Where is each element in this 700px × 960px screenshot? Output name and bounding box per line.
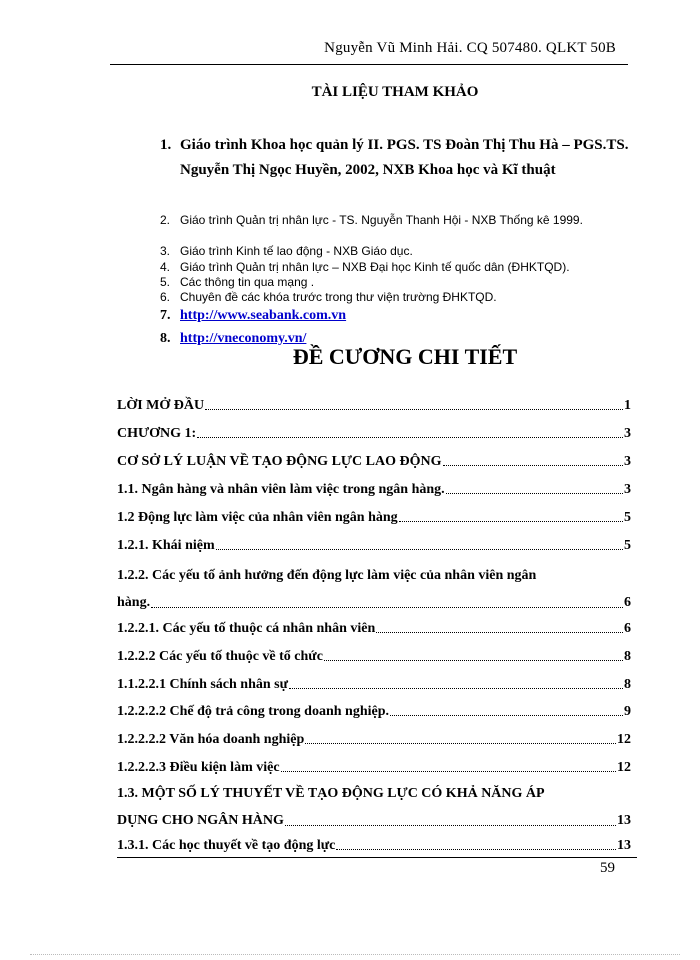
references-title: TÀI LIỆU THAM KHẢO: [311, 84, 479, 100]
reference-item-1: 1. Giáo trình Khoa học quản lý II. PGS. TS Đoàn Thị Thu Hà – PGS.TS. Nguyễn Thị Ngọc Huyền, 2002, NXB Khoa học và Kĩ thuật: [160, 137, 629, 178]
toc-entry: CHƯƠNG 1: 3: [117, 426, 631, 441]
toc-entry: 1.1.2.2.1 Chính sách nhân sự 8: [117, 677, 631, 692]
reference-item-3: 3. Giáo trình Kinh tế lao động - NXB Giáo dục.: [160, 244, 413, 258]
seabank-link[interactable]: http://www.seabank.com.vn: [180, 308, 347, 323]
toc-entry: 1.2.2.2.3 Điều kiện làm việc 12: [117, 760, 631, 775]
toc-entry: 1.2.2.2 Các yếu tố thuộc về tổ chức 8: [117, 649, 631, 664]
vneconomy-link[interactable]: http://vneconomy.vn/: [180, 331, 307, 346]
header-rule: [110, 64, 628, 65]
toc-entry: LỜI MỞ ĐẦU 1: [117, 398, 631, 413]
page-number: 59: [600, 860, 615, 876]
reference-item-4: 4. Giáo trình Quản trị nhân lực – NXB Đại học Kinh tế quốc dân (ĐHKTQD).: [160, 260, 570, 274]
reference-item-7: 7. http://www.seabank.com.vn: [160, 308, 347, 323]
toc-entry: 1.2 Động lực làm việc của nhân viên ngân hàng 5: [117, 510, 631, 525]
toc-entry: 1.2.1. Khái niệm 5: [117, 538, 631, 553]
page-edge-divider: [30, 954, 680, 955]
toc-entry: 1.2.2.2.2 Chế độ trả công trong doanh nghiệp. 9: [117, 704, 631, 719]
author-line: Nguyễn Vũ Minh Hải. CQ 507480. QLKT 50B: [324, 40, 616, 56]
toc-title: ĐỀ CƯƠNG CHI TIẾT: [292, 344, 518, 369]
reference-item-8: 8. http://vneconomy.vn/: [160, 331, 307, 346]
toc-entry: 1.2.2. Các yếu tố ảnh hưởng đến động lực làm việc của nhân viên ngân hàng. 6: [117, 568, 631, 610]
reference-item-6: 6. Chuyên đề các khóa trước trong thư viện trường ĐHKTQD.: [160, 290, 497, 304]
toc-entry: 1.3.1. Các học thuyết về tạo động lực 13: [117, 838, 631, 853]
toc-entry: 1.1. Ngân hàng và nhân viên làm việc trong ngân hàng. 3: [117, 482, 631, 497]
toc-entry: CƠ SỞ LÝ LUẬN VỀ TẠO ĐỘNG LỰC LAO ĐỘNG 3: [117, 454, 631, 469]
reference-item-2: 2. Giáo trình Quản trị nhân lực - TS. Nguyễn Thanh Hội - NXB Thống kê 1999.: [160, 213, 583, 227]
toc-entry: 1.3. MỘT SỐ LÝ THUYẾT VỀ TẠO ĐỘNG LỰC CÓ KHẢ NĂNG ÁP DỤNG CHO NGÂN HÀNG 13: [117, 786, 631, 828]
toc-entry: 1.2.2.2.2 Văn hóa doanh nghiệp 12: [117, 732, 631, 747]
reference-item-5: 5. Các thông tin qua mạng .: [160, 275, 315, 289]
toc-entry: 1.2.2.1. Các yếu tố thuộc cá nhân nhân viên 6: [117, 621, 631, 636]
footer-rule: [117, 857, 637, 858]
